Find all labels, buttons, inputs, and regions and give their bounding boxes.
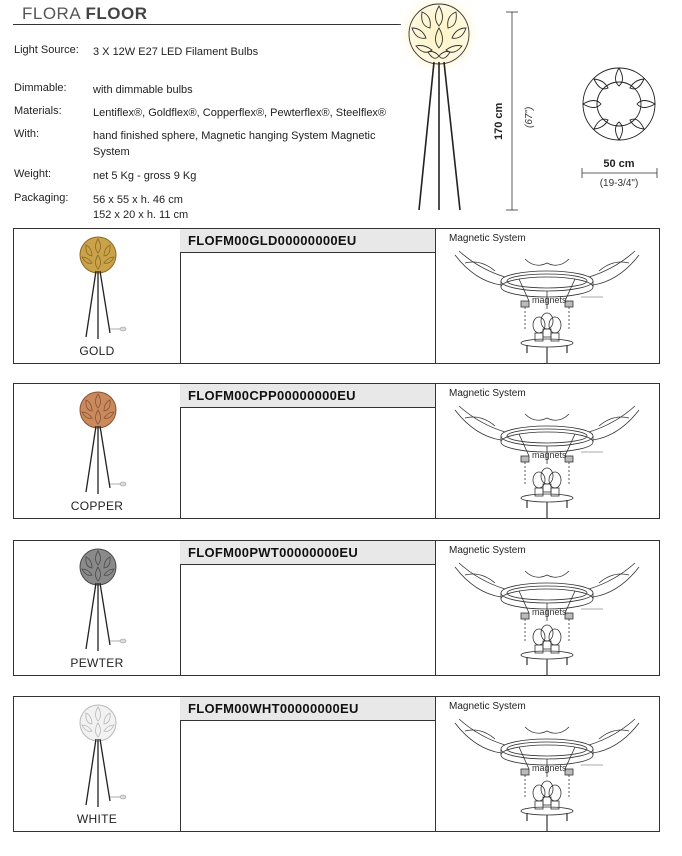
spec-value-2: 152 x 20 x h. 11 cm bbox=[93, 209, 189, 221]
width-in: (19-3/4") bbox=[599, 178, 639, 189]
spec-label: Packaging: bbox=[14, 192, 69, 204]
variant-card-white bbox=[13, 696, 660, 832]
spec-label: Weight: bbox=[14, 168, 52, 180]
magnets-label: magnets bbox=[532, 763, 567, 773]
title-bold: FLOOR bbox=[85, 4, 148, 23]
dimension-drawing bbox=[392, 0, 682, 222]
variant-photo bbox=[14, 697, 181, 831]
variant-color-label: COPPER bbox=[70, 499, 124, 513]
variant-card-gold bbox=[13, 228, 660, 364]
variant-color-label: WHITE bbox=[76, 812, 118, 826]
magnets-label: magnets bbox=[532, 450, 567, 460]
magnetic-system-panel bbox=[435, 384, 659, 518]
variant-code-cell bbox=[180, 697, 436, 831]
spec-label: Materials: bbox=[14, 105, 62, 117]
spec-value: hand finished sphere, Magnetic hanging System Magnetic System bbox=[93, 130, 376, 158]
variant-color-label: GOLD bbox=[79, 344, 115, 358]
spec-value: Lentiflex®, Goldflex®, Copperflex®, Pewterflex®, Steelflex® bbox=[93, 107, 387, 119]
variant-product-code: FLOFM00CPP00000000EU bbox=[180, 384, 435, 408]
lamp-photo bbox=[80, 705, 126, 807]
magnets-label: magnets bbox=[532, 295, 567, 305]
variant-code-cell bbox=[180, 541, 436, 675]
spec-value: with dimmable bulbs bbox=[93, 84, 193, 96]
magnetic-system-title: Magnetic System bbox=[449, 545, 526, 556]
lamp-photo bbox=[80, 237, 126, 339]
variant-product-code: FLOFM00GLD00000000EU bbox=[180, 229, 435, 253]
spec-label: With: bbox=[14, 128, 40, 140]
magnetic-system-diagram bbox=[455, 719, 639, 831]
variant-photo bbox=[14, 229, 181, 363]
lamp-photo bbox=[80, 549, 126, 651]
height-in: (67") bbox=[524, 106, 535, 128]
magnetic-system-diagram bbox=[455, 251, 639, 363]
variant-photo bbox=[14, 384, 181, 518]
magnetic-system-diagram bbox=[455, 563, 639, 675]
spec-label: Dimmable: bbox=[14, 82, 67, 94]
shade-top-view bbox=[583, 68, 655, 140]
spec-value: 56 x 55 x h. 46 cm bbox=[93, 194, 183, 206]
height-cm: 170 cm bbox=[493, 102, 505, 140]
variant-card-copper bbox=[13, 383, 660, 519]
title-light: FLORA bbox=[22, 4, 81, 23]
lamp-photo bbox=[80, 392, 126, 494]
magnetic-system-title: Magnetic System bbox=[449, 233, 526, 244]
spec-label: Light Source: bbox=[14, 44, 79, 56]
magnets-label: magnets bbox=[532, 607, 567, 617]
spec-value: 3 X 12W E27 LED Filament Bulbs bbox=[93, 46, 259, 58]
variant-code-cell bbox=[180, 384, 436, 518]
page-title bbox=[22, 4, 147, 24]
variant-color-label: PEWTER bbox=[70, 656, 124, 670]
magnetic-system-title: Magnetic System bbox=[449, 388, 526, 399]
variant-code-cell bbox=[180, 229, 436, 363]
lamp-line-drawing bbox=[397, 0, 481, 210]
height-dimension-line bbox=[506, 12, 518, 210]
magnetic-system-title: Magnetic System bbox=[449, 701, 526, 712]
magnetic-system-diagram bbox=[455, 406, 639, 518]
magnetic-system-panel bbox=[435, 229, 659, 363]
magnetic-system-panel bbox=[435, 541, 659, 675]
spec-value: net 5 Kg - gross 9 Kg bbox=[93, 170, 197, 182]
variant-product-code: FLOFM00WHT00000000EU bbox=[180, 697, 435, 721]
width-cm: 50 cm bbox=[603, 158, 635, 170]
variant-card-pewter bbox=[13, 540, 660, 676]
title-rule bbox=[13, 24, 401, 25]
variant-product-code: FLOFM00PWT00000000EU bbox=[180, 541, 435, 565]
magnetic-system-panel bbox=[435, 697, 659, 831]
variant-photo bbox=[14, 541, 181, 675]
